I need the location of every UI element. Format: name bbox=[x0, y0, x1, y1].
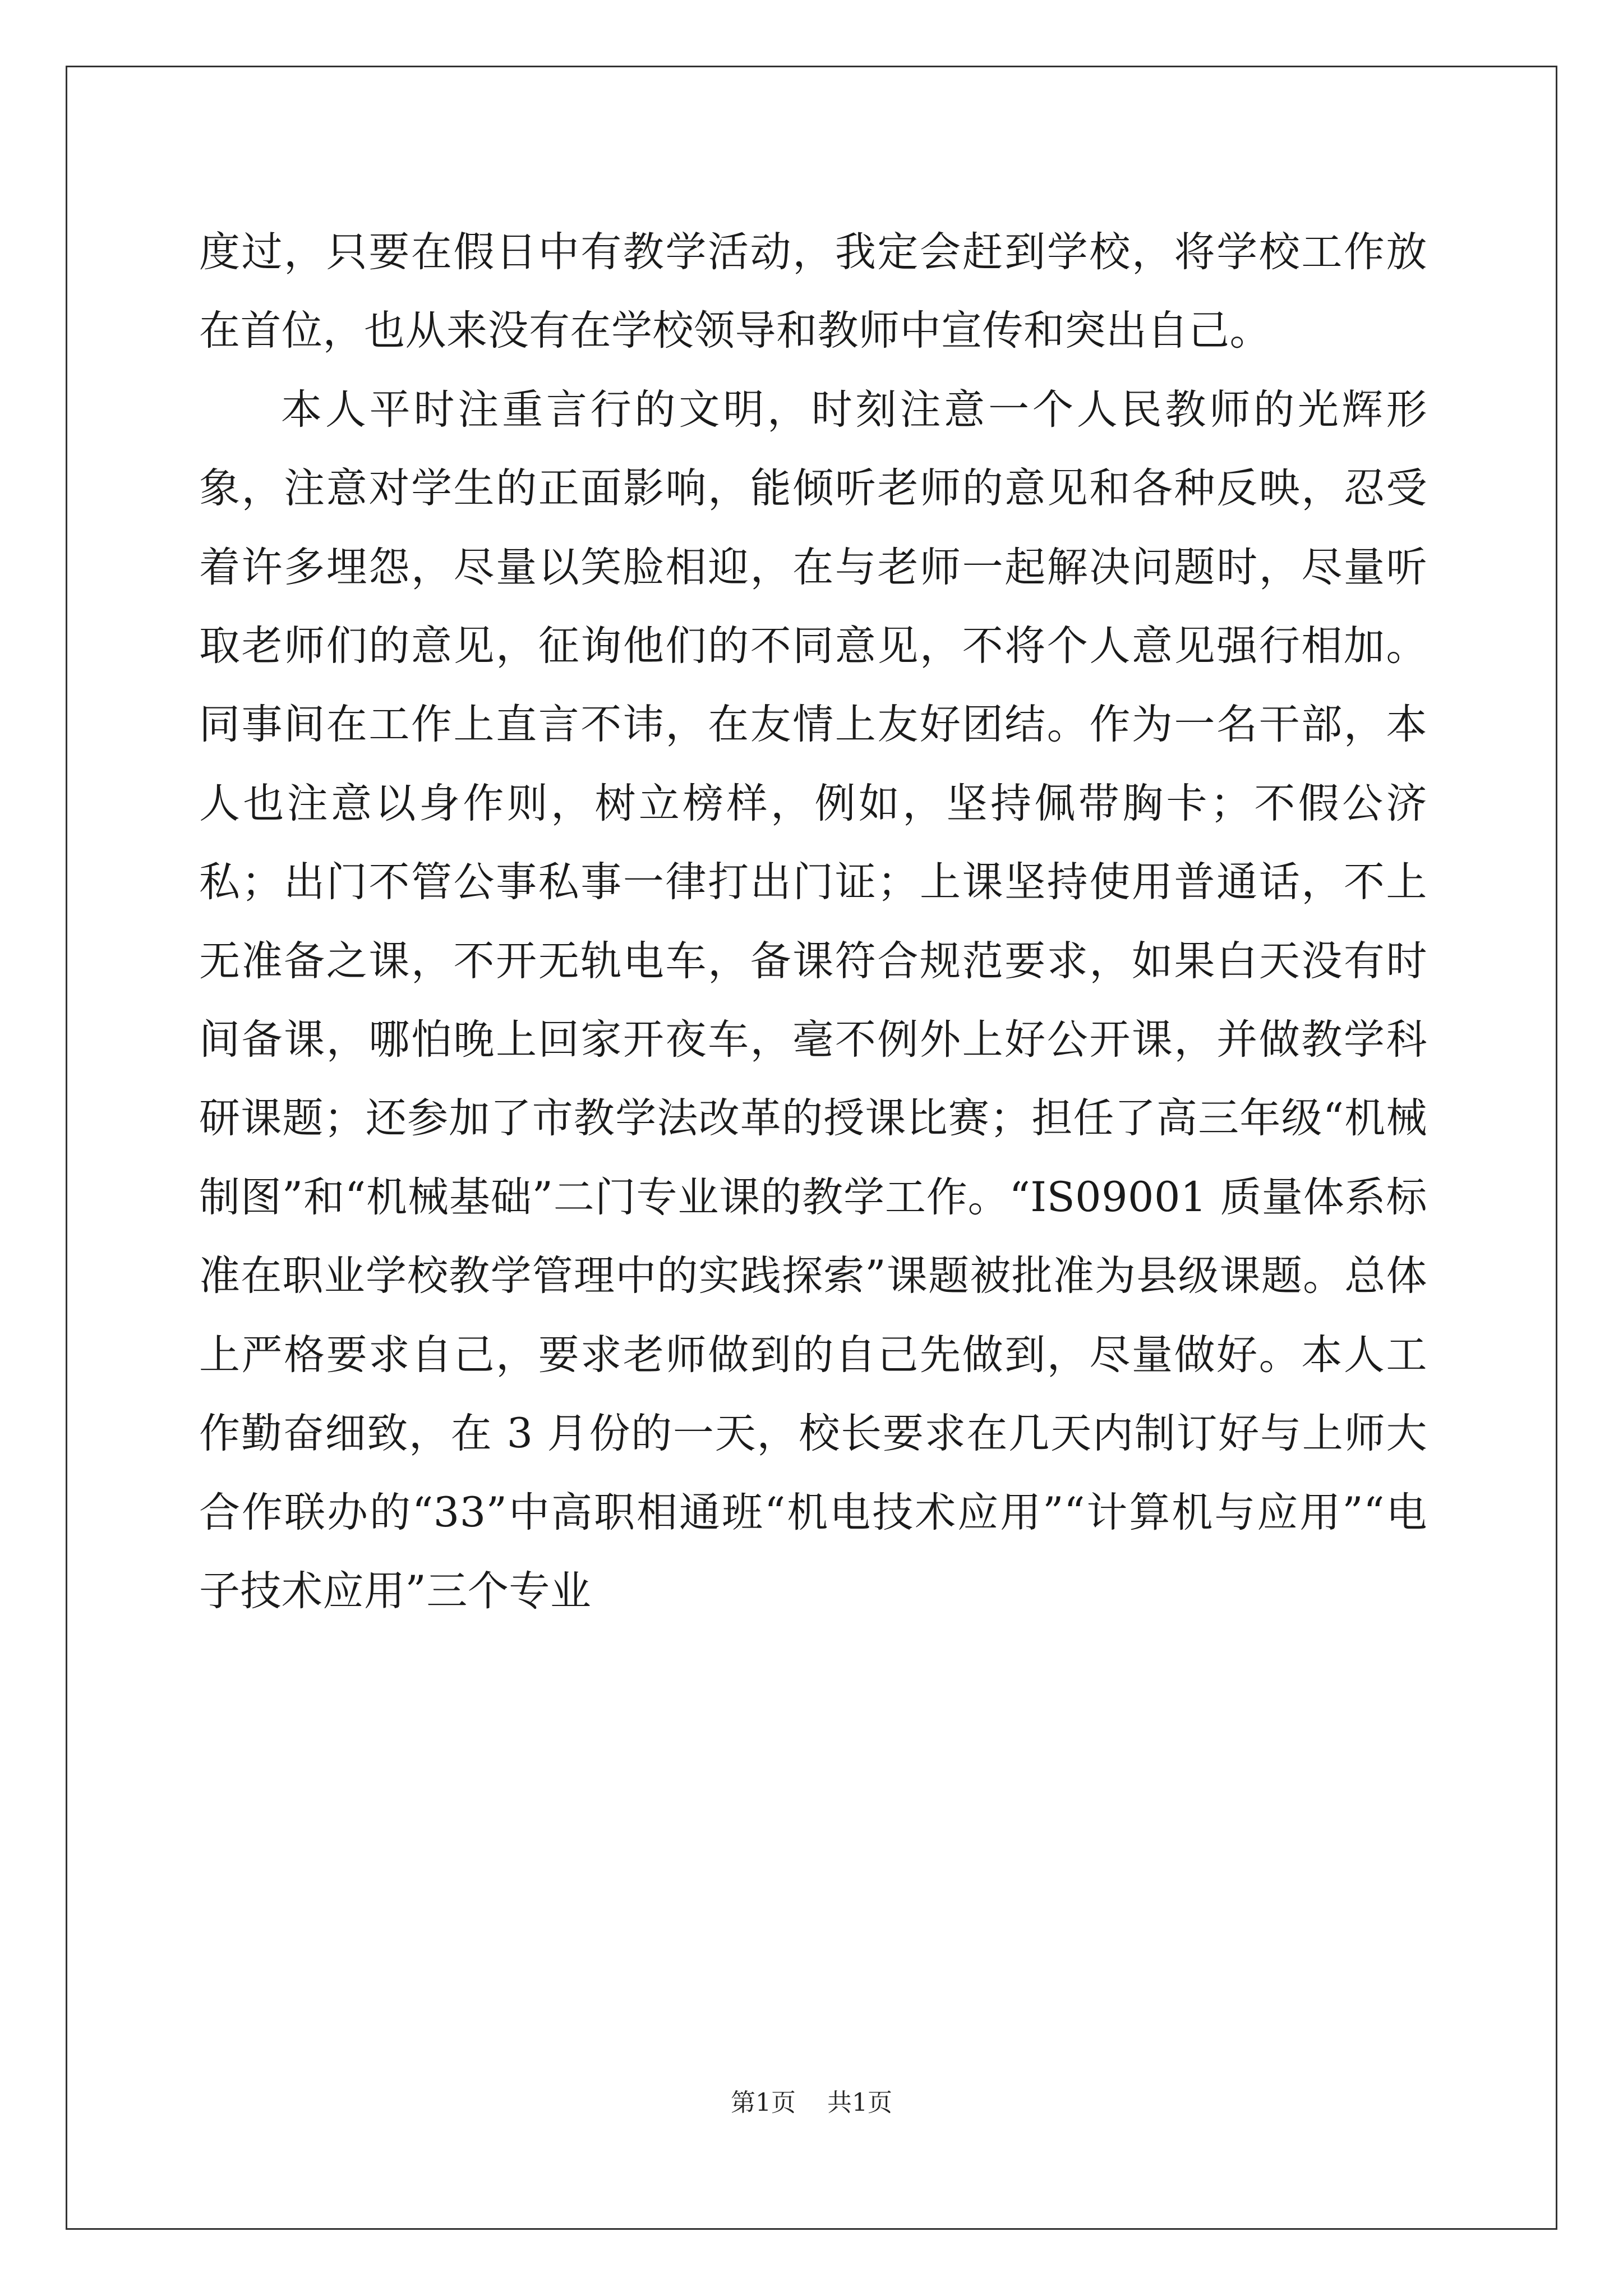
page-number: 第1页 bbox=[731, 2088, 796, 2117]
document-body bbox=[199, 213, 1427, 1631]
paragraph-2: 本人平时注重言行的文明，时刻注意一个人民教师的光辉形象，注意对学生的正面影响，能倾听老师的意见和各种反映，忍受着许多埋怨，尽量以笑脸相迎，在与老师一起解决问题时，尽量听取老师们的意见，征询他们的不同意见，不将个人意见强行相加。同事间在工作上直言不讳，在友情上友好团结。作为一名干部，本人也注意以身作则，树立榜样，例如，坚持佩带胸卡；不假公济私；出门不管公事私事一律打出门证；上课坚持使用普通话，不上无准备之课，不开无轨电车，备课符合规范要求，如果白天没有时间备课，哪怕晚上回家开夜车，毫不例外上好公开课，并做教学科研课题；还参加了市教学法改革的授课比赛；担任了高三年级“机械制图”和“机械基础”二门专业课的教学工作。“IS09001 质量体系标准在职业学校教学管理中的实践探索”课题被批准为县级课题。总体上严格要求自己，要求老师做到的自己先做到，尽量做好。本人工作勤奋细致，在 3 月份的一天，校长要求在几天内制订好与上师大合作联办的“33”中高职相通班“机电技术应用”“计算机与应用”“电子技术应用”三个专业 bbox=[199, 385, 1427, 1615]
page-footer bbox=[0, 2082, 1623, 2118]
page-total: 共1页 bbox=[827, 2088, 892, 2117]
paragraph-1: 度过，只要在假日中有教学活动，我定会赶到学校，将学校工作放在首位，也从来没有在学校领导和教师中宣传和突出自己。 bbox=[199, 228, 1427, 355]
